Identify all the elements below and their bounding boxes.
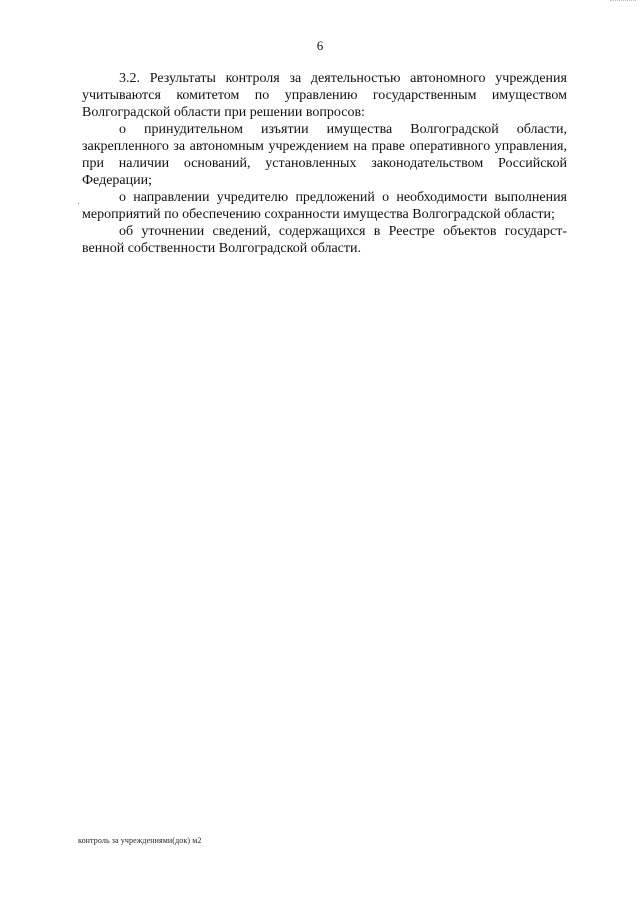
page-number: 6: [316, 38, 324, 53]
paragraph-results-of-control: 3.2. Результаты контроля за деятельностью автономного учреждения учитываются комитетом по управлению государственным имуществом Волгоградской области при решении вопросов:: [82, 71, 567, 120]
paragraph-property-seizure: о принудительном изъятии имущества Волгоградской области, закрепленного за автономным учреждением на праве оперативного управления, при наличии оснований, установленных законодательством Российской Федерации;: [82, 122, 567, 188]
scan-edge-mark: [610, 0, 636, 3]
footer-file-reference: контроль за учреждениями(док) м2: [78, 836, 202, 845]
paragraph-proposals-to-founder: о направлении учредителю предложений о необходимости выполнения мероприятий по обеспечению сохранности имущества Волгоградской области;: [82, 190, 567, 222]
paragraph-registry-clarification: об уточнении сведений, содержащихся в Реестре объектов государственной собственности Волгоградской области.: [82, 224, 567, 256]
scan-speck: [78, 203, 79, 204]
document-body: [82, 70, 567, 257]
